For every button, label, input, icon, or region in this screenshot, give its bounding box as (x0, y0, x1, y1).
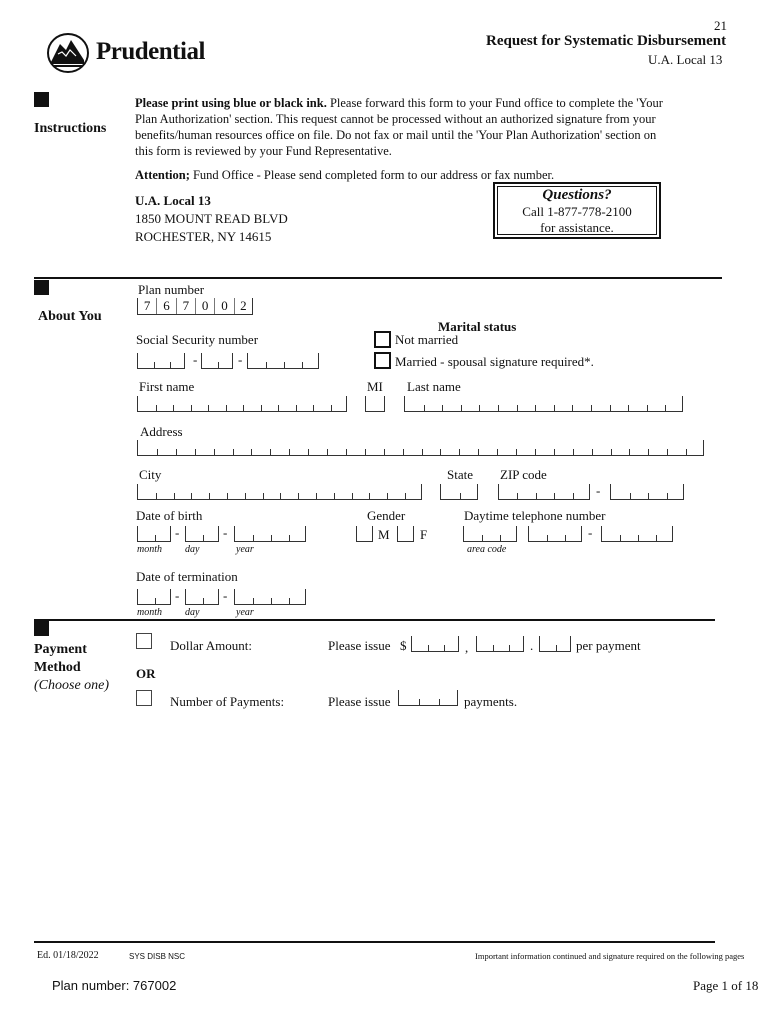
comb-strip (185, 526, 219, 542)
comb-divider (233, 449, 234, 455)
address-line-1: 1850 MOUNT READ BLVD (135, 211, 288, 226)
zip-label: ZIP code (500, 467, 547, 482)
comb-divider (214, 449, 215, 455)
comb-divider (556, 645, 557, 651)
comb-divider (500, 535, 501, 541)
comb-divider (656, 535, 657, 541)
zip-field-part-1[interactable] (498, 484, 590, 500)
prudential-logo (46, 32, 226, 74)
comb-divider (405, 493, 406, 499)
comb-divider (313, 405, 314, 411)
comb-divider (227, 493, 228, 499)
mi-label: MI (367, 379, 383, 394)
comb-divider (156, 493, 157, 499)
comb-strip (201, 353, 233, 369)
comb-divider (270, 449, 271, 455)
comb-strip (234, 526, 306, 542)
instruction-line-1: Please forward this form to your Fund office to complete the 'Your (326, 96, 663, 110)
amount-hundreds-field[interactable] (476, 636, 524, 652)
attention-line (135, 168, 554, 183)
payments-label: payments. (464, 694, 518, 709)
comb-divider (630, 493, 631, 499)
comb-divider (278, 405, 279, 411)
comb-strip (137, 353, 185, 369)
comb-divider (302, 362, 303, 368)
ssn-field-part-3[interactable] (247, 353, 319, 369)
mi-field[interactable] (365, 396, 385, 412)
comb-divider (535, 405, 536, 411)
comb-divider (173, 405, 174, 411)
comb-divider (442, 405, 443, 411)
questions-phone: Call 1-877-778-2100 (522, 204, 632, 219)
comb-divider (289, 449, 290, 455)
comb-divider (296, 405, 297, 411)
comb-divider (440, 449, 441, 455)
comb-divider (493, 645, 494, 651)
comb-strip (137, 526, 171, 542)
amount-dot: . (530, 638, 534, 653)
term-dash: - (175, 588, 180, 603)
area-code-caption: area code (467, 544, 507, 555)
instructions-text (135, 95, 720, 159)
instructions-heading: Instructions (34, 121, 107, 136)
comb-divider (628, 405, 629, 411)
term-day-caption: day (185, 607, 200, 618)
page-code: 21 (714, 18, 727, 33)
termination-label: Date of termination (136, 569, 238, 584)
not-married-label: Not married (395, 332, 459, 347)
comb-divider (535, 449, 536, 455)
zip-dash: - (596, 483, 601, 498)
number-payments-label: Number of Payments: (170, 694, 285, 709)
comb-divider (334, 493, 335, 499)
form-title: Request for Systematic Disbursement (486, 33, 727, 49)
amount-thousands-field[interactable] (411, 636, 459, 652)
married-label: Married - spousal signature required*. (395, 354, 594, 369)
comb-divider (444, 645, 445, 651)
comb-divider (174, 493, 175, 499)
comb-strip (528, 526, 582, 542)
comb-strip (404, 396, 683, 412)
comb-divider (428, 645, 429, 651)
phone-dash: - (588, 525, 593, 540)
comb-divider (536, 493, 537, 499)
phone-line-field[interactable] (601, 526, 673, 542)
section-marker-instructions (34, 92, 49, 107)
comb-divider (176, 449, 177, 455)
comb-divider (647, 405, 648, 411)
dob-year-field[interactable] (234, 526, 306, 542)
comb-divider (573, 449, 574, 455)
dob-day-caption: day (185, 544, 200, 555)
comb-strip (185, 589, 219, 605)
comb-divider (327, 449, 328, 455)
comb-divider (154, 362, 155, 368)
comb-divider (156, 405, 157, 411)
comb-divider (226, 405, 227, 411)
comb-divider (170, 362, 171, 368)
phone-prefix-field[interactable] (528, 526, 582, 542)
comb-strip (137, 440, 704, 456)
plan-digit: 6 (157, 298, 176, 314)
comb-divider (686, 449, 687, 455)
dob-day-field[interactable] (185, 526, 219, 542)
section-divider-about (34, 277, 722, 279)
term-month-caption: month (137, 607, 162, 618)
city-field[interactable] (137, 484, 422, 500)
dollar-amount-checkbox[interactable] (136, 633, 152, 649)
term-year-caption: year (236, 607, 254, 618)
dob-label: Date of birth (136, 508, 203, 523)
comb-strip (610, 484, 684, 500)
term-day-field[interactable] (185, 589, 219, 605)
payment-heading-2: Method (34, 660, 81, 675)
number-payments-checkbox[interactable] (136, 690, 152, 706)
comb-divider (498, 405, 499, 411)
comb-divider (547, 535, 548, 541)
please-issue-label: Please issue (328, 638, 391, 653)
comb-strip (463, 526, 517, 542)
attention-label: Attention; (135, 168, 190, 182)
comb-divider (203, 535, 204, 541)
comb-divider (352, 493, 353, 499)
comb-divider (263, 493, 264, 499)
comb-divider (289, 598, 290, 604)
brand-name: Prudential (96, 38, 205, 65)
comb-divider (346, 449, 347, 455)
dob-year-caption: year (236, 544, 254, 555)
comb-strip (440, 484, 478, 500)
plan-number-label: Plan number (138, 282, 205, 297)
comb-divider (638, 535, 639, 541)
comb-divider (461, 405, 462, 411)
page-number: Page 1 of 18 (693, 978, 759, 993)
comb-divider (517, 493, 518, 499)
comb-strip (498, 484, 590, 500)
dob-month-caption: month (137, 544, 162, 555)
address-name: U.A. Local 13 (135, 193, 211, 208)
state-label: State (447, 467, 473, 482)
amount-cents-field[interactable] (539, 636, 571, 652)
term-dash: - (223, 588, 228, 603)
term-month-field[interactable] (137, 589, 171, 605)
comb-divider (284, 362, 285, 368)
ink-instruction: Please print using blue or black ink. (135, 96, 327, 110)
comb-strip (137, 396, 347, 412)
comb-divider (157, 449, 158, 455)
comb-divider (289, 535, 290, 541)
comb-divider (365, 449, 366, 455)
comb-strip (411, 636, 459, 652)
fund-address (135, 192, 288, 246)
comb-divider (572, 405, 573, 411)
plan-digit: 7 (138, 298, 157, 314)
ssn-dash: - (238, 352, 243, 367)
comb-divider (439, 699, 440, 705)
comb-divider (253, 598, 254, 604)
comb-divider (648, 449, 649, 455)
married-checkbox[interactable] (374, 352, 391, 369)
comb-divider (298, 493, 299, 499)
first-name-label: First name (139, 379, 195, 394)
footer-plan-number: Plan number: 767002 (52, 978, 177, 993)
comb-divider (245, 493, 246, 499)
comb-divider (261, 405, 262, 411)
comb-divider (629, 449, 630, 455)
marital-label: Marital status (438, 319, 517, 334)
comb-divider (243, 405, 244, 411)
ssn-dash: - (193, 352, 198, 367)
dollar-amount-label: Dollar Amount: (170, 638, 252, 653)
comb-strip (356, 526, 373, 542)
system-code: SYS DISB NSC (129, 952, 186, 961)
comb-divider (573, 493, 574, 499)
comb-strip (398, 690, 458, 706)
comb-strip (539, 636, 571, 652)
comb-strip (365, 396, 385, 412)
comb-divider (611, 449, 612, 455)
comb-divider (253, 535, 254, 541)
number-payments-field[interactable] (398, 690, 458, 706)
ssn-field-part-2[interactable] (201, 353, 233, 369)
comb-divider (271, 535, 272, 541)
about-heading: About You (38, 309, 102, 324)
gender-f-box[interactable] (397, 526, 414, 542)
rock-logo-icon (46, 32, 90, 74)
comb-divider (308, 449, 309, 455)
comb-divider (424, 405, 425, 411)
comb-divider (509, 645, 510, 651)
comb-divider (208, 405, 209, 411)
address-line-2: ROCHESTER, NY 14615 (135, 229, 272, 244)
comb-divider (266, 362, 267, 368)
comb-divider (554, 493, 555, 499)
comb-divider (419, 699, 420, 705)
ssn-label: Social Security number (136, 332, 259, 347)
zip-field-part-2[interactable] (610, 484, 684, 500)
questions-box (493, 182, 661, 239)
plan-digit: 0 (196, 298, 215, 314)
not-married-checkbox[interactable] (374, 331, 391, 348)
comb-divider (384, 449, 385, 455)
comb-divider (478, 449, 479, 455)
comb-divider (554, 449, 555, 455)
please-issue-label-2: Please issue (328, 694, 391, 709)
comb-divider (459, 449, 460, 455)
comb-strip (137, 484, 422, 500)
plan-number-digits (137, 298, 253, 315)
section-marker-payment (34, 621, 49, 636)
term-year-field[interactable] (234, 589, 306, 605)
comb-divider (482, 535, 483, 541)
comb-divider (155, 535, 156, 541)
comb-strip (476, 636, 524, 652)
local-name: U.A. Local 13 (648, 52, 723, 67)
last-name-label: Last name (407, 379, 461, 394)
questions-assist: for assistance. (540, 220, 614, 235)
per-payment-label: per payment (576, 638, 641, 653)
comb-divider (620, 535, 621, 541)
amount-comma: , (465, 640, 469, 655)
comb-divider (554, 405, 555, 411)
comb-divider (331, 405, 332, 411)
comb-divider (422, 449, 423, 455)
questions-title: Questions? (542, 187, 612, 203)
comb-divider (271, 598, 272, 604)
comb-divider (460, 493, 461, 499)
payment-heading-1: Payment (34, 642, 87, 657)
comb-strip (601, 526, 673, 542)
address-label: Address (140, 424, 183, 439)
or-label: OR (136, 666, 156, 681)
comb-divider (592, 449, 593, 455)
comb-divider (191, 405, 192, 411)
comb-strip (247, 353, 319, 369)
dob-dash: - (175, 525, 180, 540)
comb-divider (387, 493, 388, 499)
comb-divider (591, 405, 592, 411)
ssn-field-part-1[interactable] (137, 353, 185, 369)
dollar-sign: $ (400, 638, 407, 653)
phone-label: Daytime telephone number (464, 508, 606, 523)
section-marker-about (34, 280, 49, 295)
address-field[interactable] (137, 440, 704, 456)
comb-divider (517, 405, 518, 411)
gender-f-label: F (420, 527, 428, 542)
gender-m-box[interactable] (356, 526, 373, 542)
continuation-notice: Important information continued and signature required on the following pages (475, 951, 745, 961)
city-label: City (139, 467, 162, 482)
payment-heading-3: (Choose one) (34, 678, 110, 693)
comb-divider (667, 449, 668, 455)
comb-divider (251, 449, 252, 455)
comb-divider (218, 362, 219, 368)
comb-divider (280, 493, 281, 499)
instruction-line-4: this form is reviewed by your Fund Representative. (135, 144, 392, 158)
instruction-line-3: benefits/human resources office on file. Do not fax or mail until the 'Your Plan Authorization' section on (135, 128, 657, 142)
footer-divider (34, 941, 715, 943)
edition-date: Ed. 01/18/2022 (37, 950, 99, 961)
plan-digit: 2 (240, 298, 247, 313)
gender-m-label: M (378, 527, 390, 542)
phone-area-field[interactable] (463, 526, 517, 542)
payment-heading (34, 641, 109, 695)
section-divider-payment (34, 619, 715, 621)
comb-divider (316, 493, 317, 499)
comb-strip (234, 589, 306, 605)
dob-dash: - (223, 525, 228, 540)
comb-divider (565, 535, 566, 541)
comb-divider (665, 405, 666, 411)
first-name-field[interactable] (137, 396, 347, 412)
comb-divider (516, 449, 517, 455)
comb-divider (369, 493, 370, 499)
comb-strip (137, 589, 171, 605)
last-name-field[interactable] (404, 396, 683, 412)
comb-divider (497, 449, 498, 455)
comb-divider (195, 449, 196, 455)
instruction-line-2: Plan Authorization' section. This request cannot be processed without an authorized signature from your (135, 112, 656, 126)
comb-divider (610, 405, 611, 411)
comb-divider (203, 598, 204, 604)
comb-divider (209, 493, 210, 499)
plan-digit: 0 (215, 298, 234, 314)
comb-divider (155, 598, 156, 604)
comb-divider (403, 449, 404, 455)
comb-divider (648, 493, 649, 499)
plan-digit: 7 (177, 298, 196, 314)
attention-text: Fund Office - Please send completed form to our address or fax number. (189, 168, 555, 182)
comb-divider (479, 405, 480, 411)
dob-month-field[interactable] (137, 526, 171, 542)
gender-label: Gender (367, 508, 406, 523)
comb-strip (397, 526, 414, 542)
state-field[interactable] (440, 484, 478, 500)
comb-divider (667, 493, 668, 499)
comb-divider (191, 493, 192, 499)
